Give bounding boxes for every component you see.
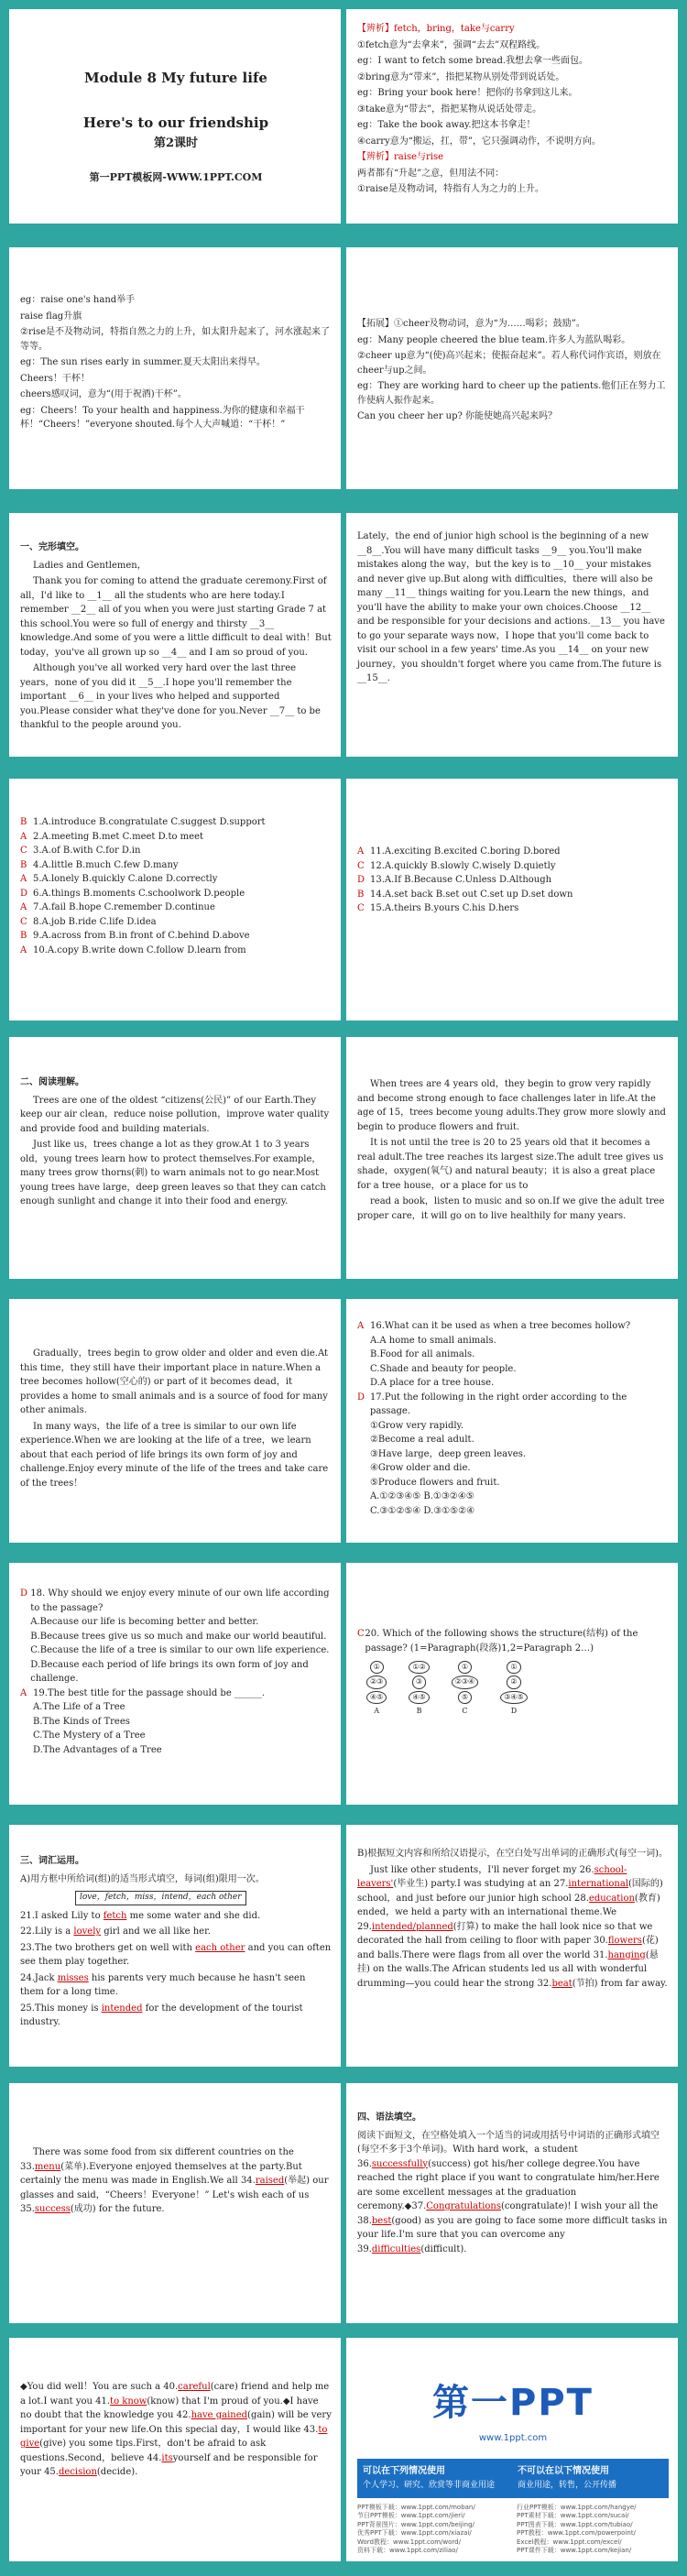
resource-link: 优秀PPT下载：www.1ppt.com/xiazai/ bbox=[357, 2529, 472, 2538]
answer-letter: A bbox=[357, 846, 365, 857]
resource-link: 资料下载：www.1ppt.com/ziliao/ bbox=[357, 2547, 458, 2555]
answer-item bbox=[20, 844, 332, 858]
option: ⑤Produce flowers and fruit. bbox=[369, 1477, 500, 1488]
answer-item bbox=[20, 887, 332, 901]
slide-reading-2 bbox=[346, 1037, 678, 1284]
answer-options: 10.A.copy B.write down C.follow D.learn from bbox=[33, 944, 246, 955]
text-line: read a book，listen to music and so on.If we give the adult tree proper care，it will go on to live healthily for many years. bbox=[357, 1196, 665, 1221]
text-segment: (国际的) school，and just before our junior high school 28. bbox=[357, 1879, 663, 1904]
text-line: 两者都有“升起”之意，但用法不同： bbox=[357, 168, 505, 179]
option: C.③①②⑤④ D.③①⑤②④ bbox=[369, 1505, 475, 1516]
resource-link: Word教程：www.1ppt.com/word/ bbox=[357, 2538, 461, 2546]
answer-options: 11.A.exciting B.excited C.boring D.bored bbox=[370, 846, 561, 857]
answer-letter: C bbox=[357, 903, 365, 913]
heading-2: 【辨析】raise与rise bbox=[357, 152, 444, 162]
option: C.The Mystery of a Tree bbox=[33, 1730, 146, 1741]
answer-item bbox=[20, 929, 332, 944]
question-row bbox=[357, 1319, 669, 1391]
answer: flowers bbox=[607, 1936, 642, 1946]
answer-item bbox=[357, 859, 669, 874]
answer: each other bbox=[195, 1942, 245, 1953]
text-segment: (花) and balls.There were flags from all over the world 31. bbox=[357, 1936, 659, 1960]
answer: international bbox=[568, 1879, 629, 1889]
answer-item bbox=[20, 2002, 332, 2030]
usage-band bbox=[357, 2459, 669, 2498]
answer-options: 5.A.lonely B.quickly C.alone D.correctly bbox=[33, 874, 218, 884]
text-segment: 阅读下面短文，在空格处填入一个适当的词或用括号中词语的正确形式填空(每空不多于3个单词)。 bbox=[357, 2130, 660, 2155]
answer: success bbox=[34, 2204, 71, 2214]
option: A.Because our life is becoming better and better. bbox=[30, 1617, 259, 1627]
answer: beat bbox=[551, 1978, 572, 1989]
text-line: Ladies and Gentlemen， bbox=[33, 560, 147, 571]
answer-options: 12.A.quickly B.slowly C.wisely D.quietly bbox=[370, 860, 556, 871]
text-segment: (成功) for the future. bbox=[70, 2204, 165, 2214]
answer: education bbox=[588, 1893, 635, 1904]
links-column bbox=[357, 2504, 509, 2556]
answer-letter: C bbox=[357, 860, 365, 871]
answer-letter: D bbox=[357, 875, 365, 885]
answer-letter: B bbox=[20, 859, 27, 870]
text-line: eg：Many people cheered the blue team.许多人为蓝队喝彩。 bbox=[357, 334, 631, 345]
paragraph-group: ①② bbox=[409, 1661, 429, 1674]
content bbox=[20, 2380, 332, 2480]
answer-letter: D bbox=[20, 888, 28, 899]
text-segment: Just like other students，I'll never forget my 26. bbox=[370, 1864, 594, 1875]
paragraph-group: ① bbox=[370, 1661, 384, 1674]
text-line: Cheers！干杯！ bbox=[20, 373, 90, 384]
heading: 三、词汇运用。 bbox=[20, 1856, 84, 1866]
slide-reading-1 bbox=[9, 1037, 341, 1284]
slide-vocab-a bbox=[9, 1825, 341, 2072]
option: A.The Life of a Tree bbox=[33, 1702, 125, 1712]
question-body bbox=[370, 1319, 630, 1391]
text-segment: (gain) will be very important for your new life.On this special day，I would like 43. bbox=[20, 2410, 332, 2435]
slide-raise-rise bbox=[9, 247, 341, 495]
question-stem: 16.What can it be used as when a tree becomes hollow? bbox=[370, 1321, 631, 1331]
text-segment: ◆You did well！You are such a 40. bbox=[20, 2382, 179, 2392]
text-line: eg：The sun rises early in summer.夏天太阳出来得早。 bbox=[20, 357, 266, 367]
item-post: and you can often see them play together. bbox=[20, 1942, 332, 1968]
answer: misses bbox=[57, 1972, 89, 1983]
paragraph-group: ②③ bbox=[366, 1675, 387, 1688]
usage-allowed-title: 可以在下列情况使用 bbox=[363, 2465, 445, 2476]
option: B.The Kinds of Trees bbox=[33, 1716, 130, 1727]
text-segment: (care) friend and help me a lot.I want you 41. bbox=[20, 2382, 330, 2407]
slide-cheer bbox=[346, 247, 678, 495]
text-segment: (give) you some tips.First，don't be afraid to ask questions.Second，believe 44. bbox=[20, 2439, 267, 2463]
paragraph-group: ③④⑤ bbox=[500, 1691, 528, 1704]
item-pre: 24.Jack bbox=[20, 1972, 58, 1983]
text-line: eg：They are working hard to cheer up the patients.他们正在努力工作使病人振作起来。 bbox=[357, 381, 666, 406]
answer: fetch bbox=[103, 1910, 127, 1921]
text-segment: ◆37. bbox=[404, 2201, 427, 2211]
answer-item bbox=[20, 1941, 332, 1970]
option-label: B bbox=[416, 1707, 422, 1716]
text-line: raise flag升旗 bbox=[20, 311, 82, 322]
answer: Congratulations bbox=[426, 2201, 501, 2211]
question-body bbox=[30, 1587, 332, 1686]
content bbox=[20, 2145, 332, 2217]
text-segment: With hard work，a student 36. bbox=[357, 2145, 578, 2169]
answer-letter: C bbox=[357, 1629, 365, 1639]
text-line: eg：I want to fetch some bread.我想去拿一些面包。 bbox=[357, 56, 589, 66]
option: ④Grow older and die. bbox=[369, 1463, 471, 1473]
content bbox=[357, 2129, 669, 2257]
answer-letter: A bbox=[20, 902, 27, 912]
text-segment: (菜单).Everyone enjoyed themselves at the party.But certainly the menu was made in English.We all 34. bbox=[20, 2161, 302, 2186]
paragraph-group: ④⑤ bbox=[409, 1691, 429, 1704]
slide-vocab-b-cont bbox=[9, 2083, 341, 2329]
slide-vocab-b bbox=[346, 1825, 678, 2072]
usage-allowed-text: 个人学习、研究、欣赏等非商业用途 bbox=[363, 2481, 496, 2490]
text-line: 【拓展】①cheer及物动词，意为“为……喝彩；鼓励”。 bbox=[357, 319, 585, 329]
answer-letter: B bbox=[20, 931, 27, 941]
question-stem: 18. Why should we enjoy every minute of our own life according to the passage? bbox=[30, 1588, 330, 1613]
content bbox=[357, 38, 669, 149]
paragraph-group: ② bbox=[507, 1675, 520, 1688]
option: A.①②③④⑤ B.①③②④⑤ bbox=[369, 1491, 474, 1501]
answer-options: 9.A.across from B.in front of C.behind D.above bbox=[33, 931, 250, 941]
item-pre: 25.This money is bbox=[20, 2003, 102, 2014]
answer: successfully bbox=[371, 2158, 429, 2169]
structure-option bbox=[366, 1661, 387, 1718]
slide-q16-17 bbox=[346, 1299, 678, 1548]
text-line: Although you've all worked very hard over the last three years，none of you did it __5__.I hope you'll remember the important __6__ in your lives who helped and supported you.Please consider what they've done for you.Never __7__ to be thankful to the people around you. bbox=[20, 663, 321, 730]
content bbox=[357, 529, 669, 686]
answer-options: 1.A.introduce B.congratulate C.suggest D.support bbox=[33, 817, 266, 827]
links-column bbox=[517, 2504, 669, 2556]
answer: difficulties bbox=[371, 2243, 421, 2254]
sub-heading: A)用方框中所给词(组)的适当形式填空，每词(组)限用一次。 bbox=[20, 1873, 265, 1884]
item-post: girl and we all like her. bbox=[101, 1927, 211, 1937]
answer-letter: B bbox=[357, 889, 365, 900]
question-row bbox=[20, 1686, 332, 1758]
paragraph-group: ③ bbox=[412, 1675, 426, 1688]
slide-cloze-answers-1 bbox=[9, 779, 341, 1026]
answer-item bbox=[357, 873, 669, 888]
brand-url: www.1ppt.com bbox=[478, 2433, 548, 2443]
answer-list bbox=[357, 845, 669, 916]
content bbox=[20, 293, 332, 432]
slide-brand bbox=[346, 2338, 678, 2567]
answer-options: 2.A.meeting B.met C.meet D.to meet bbox=[33, 831, 204, 842]
slide-grammar-2 bbox=[9, 2338, 341, 2567]
option: D.Because each period of life brings its own form of joy and challenge. bbox=[30, 1659, 309, 1684]
slide-q18-19 bbox=[9, 1563, 341, 1810]
question-row bbox=[20, 1587, 332, 1686]
answer-item bbox=[20, 944, 332, 958]
resource-link: PPT素材下载：www.1ppt.com/sucai/ bbox=[517, 2512, 629, 2520]
answer-item bbox=[20, 830, 332, 845]
answer-letter: D bbox=[357, 1392, 365, 1403]
text-line: Trees are one of the oldest “citizens(公民)” of our Earth.They keep our air clean，reduce noise pollution，improve water quality and provide food and building materials. bbox=[20, 1095, 330, 1134]
structure-option bbox=[409, 1661, 429, 1718]
slide-grammar-1 bbox=[346, 2083, 678, 2329]
content bbox=[357, 317, 669, 424]
text-line: ②cheer up意为“(使)高兴起来；使振奋起来”。若人称代词作宾语，则放在cheer与up之间。 bbox=[357, 351, 661, 376]
question-19 bbox=[20, 1686, 332, 1758]
slide-reading-3 bbox=[9, 1299, 341, 1548]
heading: 【辨析】fetch，bring，take与carry bbox=[357, 24, 515, 34]
answer-letter: C bbox=[20, 846, 27, 856]
item-post: for the development of the tourist industry. bbox=[20, 2003, 303, 2028]
text-line: ①fetch意为“去拿来”，强调“去去”双程路线。 bbox=[357, 39, 546, 50]
answer-letter: B bbox=[20, 817, 27, 827]
question-body bbox=[370, 1391, 669, 1519]
answer-options: 3.A.of B.with C.for D.in bbox=[33, 846, 141, 856]
answer-letter: A bbox=[357, 1321, 365, 1331]
text-line: Just like us，trees change a lot as they grow.At 1 to 3 years old，young trees learn how to protect themselves.For example，many trees grow thorns(刺) to warn animals not to go near.Most young trees have large，deep green leaves so that they can catch enough sunlight and change it into their food and energy. bbox=[20, 1140, 326, 1206]
text-line: Lately，the end of junior high school is the beginning of a new __8__.You will have many difficult tasks __9__ you.You'll make mistakes along the way，but the key is to __10__ your mistakes and never give up.But along with difficulties，there will also be many __11__ things waiting for you.Learn the new things，and you'll have the ability to make your own choices.Choose __12__ and be responsible for your decisions and actions.__13__ you have to go your separate ways now，I hope that you'll come back to visit our school in a few years' time.As you __14__ on your new journey，you shouldn't forget where you came from.The future is __15__. bbox=[357, 531, 665, 683]
text-line: eg：Bring your book here！把你的书拿到这儿来。 bbox=[357, 88, 578, 98]
answer-item bbox=[357, 845, 669, 859]
slide-fetch-bring bbox=[346, 9, 678, 229]
answer: have gained bbox=[191, 2410, 248, 2420]
answer-letter: A bbox=[20, 944, 27, 955]
text-line: ③take意为“带去”，指把某物从说话处带走。 bbox=[357, 104, 542, 115]
answer-letter: A bbox=[20, 831, 27, 842]
resource-link: Excel教程：www.1ppt.com/excel/ bbox=[517, 2538, 622, 2546]
text-segment: (打算) to make the hall look nice so that we decorated the hall from ceiling to floor with paper 30. bbox=[357, 1921, 653, 1946]
text-line: ②bring意为“带来”，指把某物从别处带到说话处。 bbox=[357, 71, 565, 82]
brand-label: 第一PPT模板网-WWW.1PPT.COM bbox=[89, 170, 263, 183]
answer-item bbox=[20, 901, 332, 915]
answer-options: 4.A.little B.much C.few D.many bbox=[33, 859, 179, 870]
option: ③Have large，deep green leaves. bbox=[369, 1448, 527, 1459]
text-line: ④carry意为“搬运，扛，带”，它只强调动作，不说明方向。 bbox=[357, 136, 601, 147]
text-line: Gradually，trees begin to grow older and older and even die.At this time，they still have their important place in nature.When a tree becomes hollow(空心的) or part of it becomes dead，it provides a home to small animals and is a source of food for many other animals. bbox=[20, 1348, 329, 1415]
answer: intended/planned bbox=[371, 1921, 453, 1932]
item-pre: 22.Lily is a bbox=[20, 1927, 74, 1937]
text-line: When trees are 4 years old，they begin to grow very rapidly and become strong enough to face challenges later in life.At the age of 15，trees become young adults.They grow more slowly and begin to produce flowers and fruit. bbox=[357, 1079, 666, 1132]
word-box: love，fetch，miss，intend，each other bbox=[75, 1891, 246, 1905]
answer-item bbox=[20, 872, 332, 887]
item-post: me some water and she did. bbox=[126, 1910, 261, 1921]
answer-item bbox=[20, 1909, 332, 1924]
paragraph-group: ① bbox=[507, 1661, 520, 1674]
answer-options: 7.A.fail B.hope C.remember D.continue bbox=[33, 902, 215, 912]
answer: intended bbox=[101, 2003, 143, 2014]
answer-options: 6.A.things B.moments C.schoolwork D.people bbox=[33, 888, 245, 899]
question-16 bbox=[357, 1319, 669, 1391]
option-label: C bbox=[462, 1707, 468, 1716]
text-line: In many ways，the life of a tree is similar to our own life experience.When we are looking at the life of a tree，we learn about that each period of life brings its own form of joy and challenge.Enjoy every minute of the life of the trees and take care of the trees！ bbox=[20, 1421, 329, 1489]
text-segment: (congratulate)! I wish your all the 38. bbox=[357, 2201, 659, 2226]
question-stem: 20. Which of the following shows the structure(结构) of the passage? (1=Paragraph(段落)1,2=Paragraph 2…) bbox=[365, 1629, 638, 1654]
option: ②Become a real adult. bbox=[369, 1435, 474, 1445]
resource-link: PPT图表下载：www.1ppt.com/tubiao/ bbox=[517, 2520, 633, 2528]
answer-letter: D bbox=[20, 1588, 28, 1599]
brand-logo: 第一PPT bbox=[432, 2382, 594, 2424]
text-line: Thank you for coming to attend the graduate ceremony.First of all，I'd like to __1__ all the students who are here today.I remember __2__ all of you when you were just starting Grade 7 at this school.You were so full of energy and thirsty __3__ knowledge.And some of you were a little difficult to deal with！But today，you've all grown up so __4__ and I am so proud of you. bbox=[20, 576, 332, 658]
option: C.Shade and beauty for people. bbox=[370, 1363, 517, 1374]
answer-letter: A bbox=[20, 1687, 27, 1698]
answer: menu bbox=[34, 2161, 61, 2172]
text-line: Can you cheer her up? 你能使她高兴起来吗？ bbox=[357, 411, 558, 421]
answer-options: 13.A.If B.Because C.Unless D.Although bbox=[370, 875, 552, 885]
answer-letter: C bbox=[20, 916, 27, 927]
answer-letter: A bbox=[20, 874, 27, 884]
option: A.A home to small animals. bbox=[370, 1335, 496, 1346]
slide-cloze-2 bbox=[346, 513, 678, 762]
option: B.Because trees give us so much and make our world beautiful. bbox=[30, 1631, 327, 1642]
text-segment: (悬挂) on the walls.The African students led us all with wonderful drumming—you could hear the strong 32. bbox=[357, 1949, 659, 1989]
slide-cloze-1 bbox=[9, 513, 341, 762]
resource-links bbox=[357, 2504, 669, 2556]
resource-link: PPT背景图片：www.1ppt.com/beijing/ bbox=[357, 2520, 474, 2528]
question-20 bbox=[357, 1627, 669, 1655]
lesson-label: 第2课时 bbox=[153, 136, 199, 150]
heading: 四、语法填空。 bbox=[357, 2112, 421, 2123]
text-segment: There was some food from six different countries on the 33. bbox=[20, 2147, 294, 2172]
paragraph-group: ① bbox=[458, 1661, 472, 1674]
option-label: D bbox=[510, 1707, 518, 1716]
heading: 一、完形填空。 bbox=[20, 542, 84, 552]
question-row bbox=[357, 1391, 669, 1519]
answer-item bbox=[20, 858, 332, 873]
usage-forbidden-text: 商业用途，转售，公开传播 bbox=[518, 2481, 617, 2490]
text-segment: (know) that I'm proud of you. bbox=[147, 2396, 283, 2407]
option-label: A bbox=[374, 1707, 380, 1716]
paragraph-group: ⑤ bbox=[458, 1691, 472, 1704]
resource-link: PPT课件下载：www.1ppt.com/kejian/ bbox=[517, 2547, 632, 2555]
answer: raised bbox=[255, 2176, 285, 2186]
text-segment: (good) as you are going to face some more difficult tasks in your life.I'm sure that you can overcome any 39. bbox=[357, 2215, 668, 2254]
option: D.A place for a tree house. bbox=[370, 1378, 495, 1388]
module-title: Module 8 My future life bbox=[84, 70, 267, 86]
answer-list bbox=[20, 815, 332, 957]
answer: to know bbox=[110, 2396, 147, 2407]
text-line: eg：Take the book away.把这本书拿走！ bbox=[357, 120, 536, 130]
slide-q20 bbox=[346, 1563, 678, 1810]
content-2 bbox=[357, 167, 669, 197]
content bbox=[357, 1077, 669, 1223]
text-line: cheers感叹词，意为“(用于祝酒)干杯”。 bbox=[20, 389, 187, 399]
text-line: It is not until the tree is 20 to 25 years old that it becomes a real adult.The tree reaches its largest size.The adult tree gives us shade，oxygen(氧气) and natural beauty；it is also a great place for a tree house，or a place for us to bbox=[357, 1138, 664, 1191]
text-segment: (毕业生) party.I was studying at an 27. bbox=[393, 1879, 569, 1889]
content bbox=[20, 559, 332, 733]
answer: lovely bbox=[73, 1927, 102, 1937]
item-pre: 21.I asked Lily to bbox=[20, 1910, 104, 1921]
answer-options: 8.A.job B.ride C.life D.idea bbox=[33, 916, 157, 927]
answer: to give bbox=[20, 2424, 328, 2449]
answer-list bbox=[20, 1909, 332, 2030]
structure-diagrams bbox=[366, 1661, 669, 1718]
text-line: ①raise是及物动词，特指有人为之力的上升。 bbox=[357, 184, 544, 194]
text-segment: (教育) ended，we held a party with an international theme.We 29. bbox=[357, 1893, 660, 1932]
question-stem: 17.Put the following in the right order according to the passage. bbox=[369, 1392, 627, 1416]
answer: hanging bbox=[607, 1949, 646, 1960]
paragraph-group: ②③④ bbox=[452, 1675, 479, 1688]
question-18 bbox=[20, 1587, 332, 1686]
text-segment: (举起) our glasses and said，“Cheers！Everyone！” Let's wish each of us 35. bbox=[20, 2176, 329, 2214]
question-body bbox=[33, 1686, 265, 1758]
option: B.Food for all animals. bbox=[370, 1349, 475, 1359]
answer: decision bbox=[58, 2467, 97, 2477]
answer: careful bbox=[178, 2382, 211, 2392]
text-line: eg：raise one's hand举手 bbox=[20, 295, 136, 305]
usage-forbidden-title: 不可以在以下情况使用 bbox=[518, 2465, 609, 2476]
item-pre: 23.The two brothers get on well with bbox=[20, 1942, 196, 1953]
answer-item bbox=[20, 915, 332, 930]
heading: 二、阅读理解。 bbox=[20, 1077, 84, 1087]
resource-link: PPT教程：www.1ppt.com/powerpoint/ bbox=[517, 2529, 636, 2538]
structure-option bbox=[452, 1661, 479, 1718]
structure-option bbox=[500, 1661, 528, 1718]
answer-options: 14.A.set back B.set out C.set up D.set down bbox=[370, 889, 573, 900]
answer: school-leavers' bbox=[357, 1864, 627, 1889]
text-segment: (decide). bbox=[96, 2467, 138, 2477]
text-line: eg：Cheers！To your health and happiness.为你的健康和幸福干杯！“Cheers！”everyone shouted.每个人大声喊道：“干杯！” bbox=[20, 405, 305, 430]
item-post: his parents very much because he hasn't seen them for a long time. bbox=[20, 1972, 306, 1998]
answer-options: 15.A.theirs B.yours C.his D.hers bbox=[370, 903, 519, 913]
answer-item bbox=[357, 901, 669, 916]
text-segment: (success) got his/her college degree.You have reached the right place if you want to congratulate him/her.Here are some excellent messages at the graduation ceremony. bbox=[357, 2158, 660, 2211]
slide-cloze-answers-2 bbox=[346, 779, 678, 1026]
option: ①Grow very rapidly. bbox=[369, 1420, 464, 1431]
answer-item bbox=[20, 815, 332, 830]
option: D.The Advantages of a Tree bbox=[33, 1744, 162, 1755]
question-stem: 19.The best title for the passage should be ______. bbox=[33, 1687, 266, 1698]
answer-item bbox=[357, 888, 669, 902]
sub-heading: B)根据短文内容和所给汉语提示，在空白处写出单词的正确形式(每空一词)。 bbox=[357, 1849, 669, 1859]
resource-link: 节日PPT模板：www.1ppt.com/jieri/ bbox=[357, 2512, 465, 2520]
option: C.Because the life of a tree is similar to our own life experience. bbox=[30, 1645, 330, 1655]
unit-title: Here's to our friendship bbox=[82, 115, 269, 132]
slide-title bbox=[9, 9, 341, 229]
answer-item bbox=[20, 1971, 332, 2000]
text-segment: ◆I have no doubt that the knowledge you 42. bbox=[20, 2396, 319, 2420]
text-segment: yourself and be responsible for your 45. bbox=[20, 2452, 318, 2477]
text-line: ②rise是不及物动词，特指自然之力的上升，如太阳升起来了，河水涨起来了等等。 bbox=[20, 327, 330, 352]
question-17 bbox=[357, 1391, 669, 1519]
content bbox=[20, 1094, 332, 1209]
text-segment: (节拍) from far away. bbox=[572, 1978, 668, 1989]
resource-link: 行业PPT模板：www.1ppt.com/hangye/ bbox=[517, 2503, 637, 2511]
text-segment: (difficult). bbox=[420, 2243, 467, 2254]
content bbox=[357, 1863, 669, 1992]
answer-item bbox=[20, 1925, 332, 1939]
answer: its bbox=[161, 2452, 173, 2463]
resource-link: PPT模板下载：www.1ppt.com/moban/ bbox=[357, 2503, 475, 2511]
content bbox=[20, 1347, 332, 1490]
answer: best bbox=[371, 2215, 392, 2226]
paragraph-group: ④⑤ bbox=[366, 1691, 387, 1704]
